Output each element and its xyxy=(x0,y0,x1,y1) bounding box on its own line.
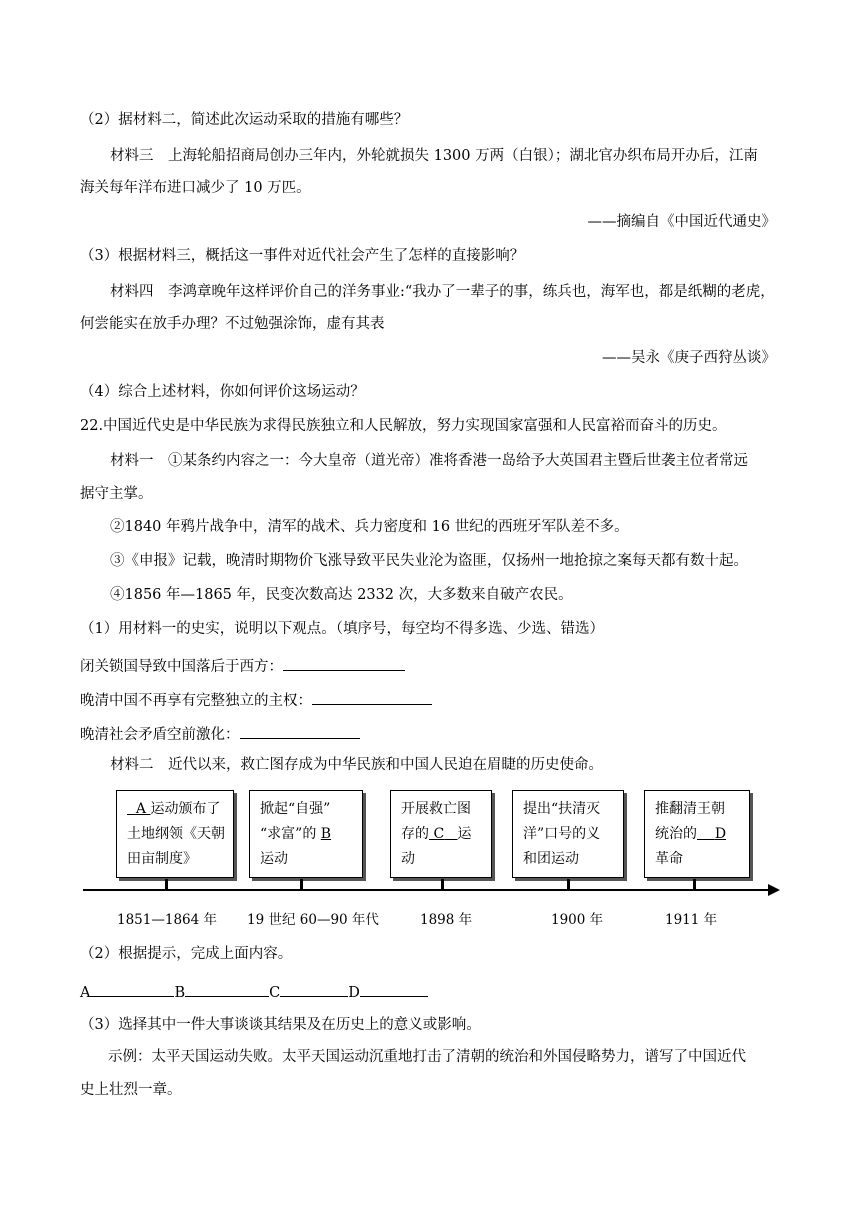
answer-blank-a[interactable] xyxy=(90,980,174,997)
box-b-line3: 运动 xyxy=(260,851,288,867)
material3-line2: 海关每年洋布进口减少了 10 万匹。 xyxy=(80,180,311,196)
timeline-date: 1900 年 xyxy=(551,912,604,928)
view3-label: 晚清社会矛盾空前激化： xyxy=(80,727,240,743)
timeline-date: 1911 年 xyxy=(665,912,718,928)
timeline-arrow-icon xyxy=(768,884,780,896)
timeline-axis xyxy=(83,889,771,891)
q22-stem: 22.中国近代史是中华民族为求得民族独立和人民解放，努力实现国家富强和人民富裕而奋斗的历史。 xyxy=(80,418,727,434)
q21-sub3: （3）根据材料三，概括这一事件对近代社会产生了怎样的直接影响？ xyxy=(80,248,525,264)
box-d-line2: 洋”口号的义 xyxy=(523,826,601,842)
view3-row xyxy=(80,722,360,745)
timeline-date: 1898 年 xyxy=(420,912,473,928)
material1-item4: ④1856 年—1865 年，民变次数高达 2332 次，大多数来自破产农民。 xyxy=(110,587,573,603)
timeline-box-a xyxy=(116,790,234,878)
material1-line2: 据守主掌。 xyxy=(80,486,153,502)
box-a-line1: A 运动颁布了 xyxy=(127,797,225,822)
answer-blank-c[interactable] xyxy=(280,980,348,997)
answer-label-c: C xyxy=(269,985,281,1001)
box-c-line2: 存的 C 运 xyxy=(401,826,472,842)
timeline-tick xyxy=(441,879,444,890)
example-line2: 史上壮烈一章。 xyxy=(80,1082,182,1098)
example-line1: 示例：太平天国运动失败。太平天国运动沉重地打击了清朝的统治和外国侵略势力，谱写了中国近代 xyxy=(108,1049,746,1065)
blank-b[interactable]: B xyxy=(320,826,332,842)
timeline-box-e xyxy=(644,790,750,878)
view2-blank[interactable] xyxy=(312,688,432,705)
box-e-line3: 革命 xyxy=(655,851,683,867)
material1-item2: ②1840 年鸦片战争中，清军的战术、兵力密度和 16 世纪的西班牙军队差不多。 xyxy=(110,519,629,535)
box-e-line1: 推翻清王朝 xyxy=(655,801,725,817)
box-c-line1: 开展救亡图 xyxy=(401,801,471,817)
timeline-box-c xyxy=(390,790,492,878)
answer-label-b: B xyxy=(174,985,186,1001)
view2-row xyxy=(80,688,432,711)
box-c-line3: 动 xyxy=(401,851,415,867)
answer-blank-b[interactable] xyxy=(185,980,269,997)
answer-blank-d[interactable] xyxy=(360,980,428,997)
material4-line1: 材料四 李鸿章晚年这样评价自己的洋务事业:“我办了一辈子的事，练兵也，海军也，都是纸糊的老虎， xyxy=(110,284,775,300)
timeline-tick xyxy=(567,879,570,890)
box-d-line3: 和团运动 xyxy=(523,851,579,867)
blank-d[interactable]: D xyxy=(714,826,727,842)
view3-blank[interactable] xyxy=(240,722,360,739)
answer-label-a: A xyxy=(80,985,91,1001)
box-a-line2: 土地纲领《天朝 xyxy=(127,826,225,842)
q22-sub3: （3）选择其中一件大事谈谈其结果及在历史上的意义或影响。 xyxy=(80,1017,481,1033)
material4-source: ——吴永《庚子西狩丛谈》 xyxy=(602,350,776,366)
box-a-line3: 田亩制度》 xyxy=(127,851,197,867)
answer-row xyxy=(80,980,428,1003)
view1-row xyxy=(80,654,405,677)
view2-label: 晚清中国不再享有完整独立的主权： xyxy=(80,693,312,709)
q21-sub2: （2）据材料二，简述此次运动采取的措施有哪些？ xyxy=(80,112,409,128)
box-b-line1: 掀起“自强” xyxy=(260,801,331,817)
q22-sub2: （2）根据提示，完成上面内容。 xyxy=(80,946,293,962)
material1-line1: 材料一 ①某条约内容之一：今大皇帝（道光帝）准将香港一岛给予大英国君主暨后世袭主位者常远 xyxy=(110,453,748,469)
answer-label-d: D xyxy=(348,985,360,1001)
view1-label: 闭关锁国导致中国落后于西方： xyxy=(80,659,283,675)
timeline-box-d xyxy=(512,790,624,878)
box-d-line1: 提出“扶清灭 xyxy=(523,801,601,817)
box-b-line2: “求富”的 B xyxy=(260,826,332,842)
timeline-date: 1851—1864 年 xyxy=(117,912,218,928)
material3-source: ——摘编自《中国近代通史》 xyxy=(587,214,776,230)
box-e-line2: 统治的 D xyxy=(655,826,727,842)
blank-a[interactable]: A xyxy=(135,801,147,817)
timeline-tick xyxy=(165,879,168,890)
view1-blank[interactable] xyxy=(283,654,405,671)
blank-c[interactable]: C xyxy=(433,826,445,842)
q21-sub4: （4）综合上述材料，你如何评价这场运动？ xyxy=(80,384,365,400)
timeline-tick xyxy=(693,879,696,890)
timeline-date: 19 世纪 60—90 年代 xyxy=(247,912,379,928)
q22-sub1: （1）用材料一的史实，说明以下观点。（填序号，每空均不得多选、少选、错选） xyxy=(80,621,604,637)
material2-line: 材料二 近代以来，救亡图存成为中华民族和中国人民迫在眉睫的历史使命。 xyxy=(110,757,603,773)
material3-line1: 材料三 上海轮船招商局创办三年内，外轮就损失 1300 万两（白银）；湖北官办织布局开办后，江南 xyxy=(110,148,758,164)
material4-line2: 何尝能实在放手办理？不过勉强涂饰，虚有其表 xyxy=(80,316,385,332)
timeline-box-b xyxy=(249,790,363,878)
material1-item3: ③《申报》记载，晚清时期物价飞涨导致平民失业沦为盗匪，仅扬州一地抢掠之案每天都有数十起。 xyxy=(110,553,748,569)
timeline-tick xyxy=(300,879,303,890)
